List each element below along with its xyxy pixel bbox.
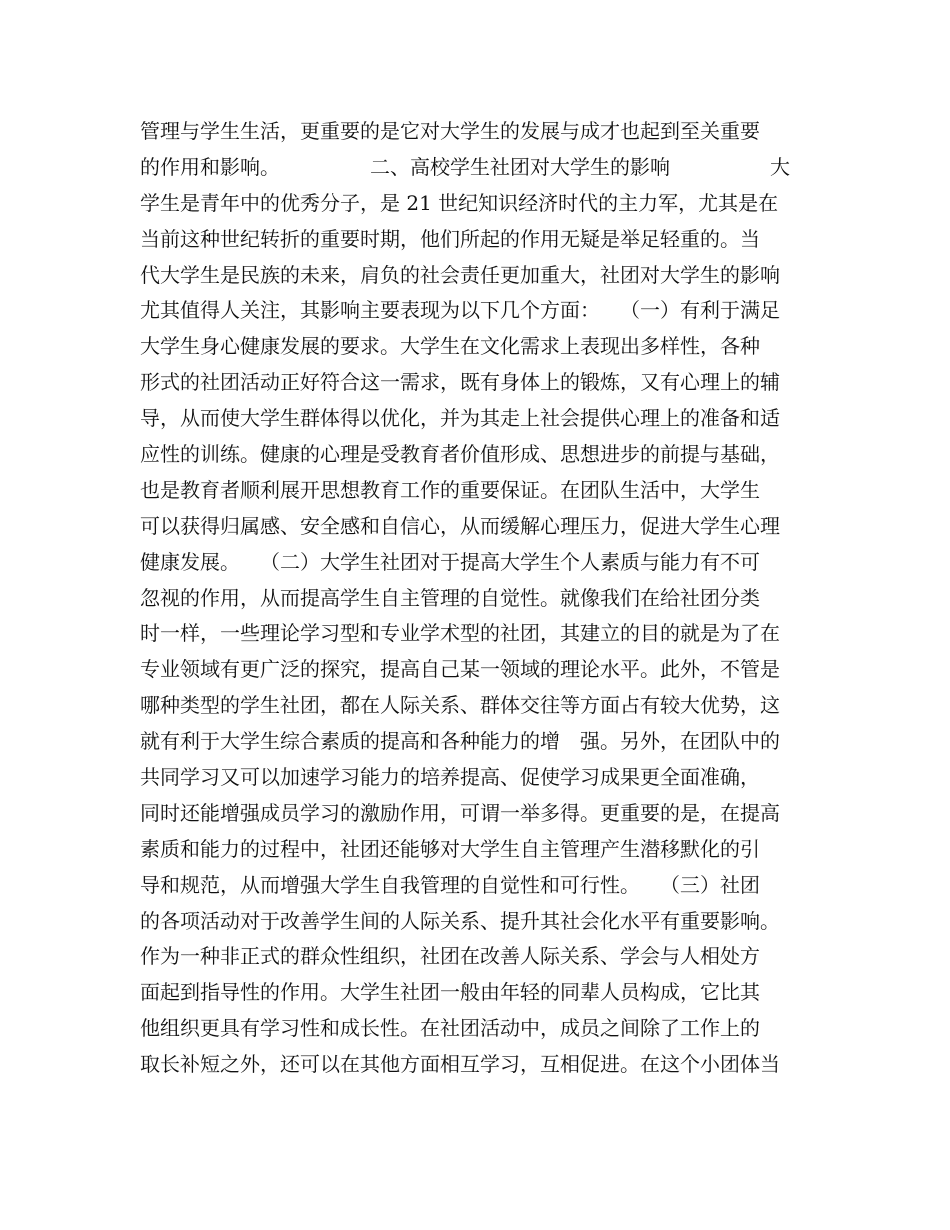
text-line: 共同学习又可以加速学习能力的培养提高、促使学习成果更全面准确， xyxy=(140,765,760,790)
text-line: 导，从而使大学生群体得以优化，并为其走上社会提供心理上的准备和适 xyxy=(140,406,780,431)
text-line: 面起到指导性的作用。大学生社团一般由年轻的同辈人员构成，它比其 xyxy=(140,980,760,1005)
body-text xyxy=(140,114,830,1083)
text-line: 同时还能增强成员学习的激励作用，可谓一举多得。更重要的是，在提高 xyxy=(140,800,780,825)
text-line: 哪种类型的学生社团，都在人际关系、群体交往等方面占有较大优势，这 xyxy=(140,693,780,718)
text-line: 也是教育者顺利展开思想教育工作的重要保证。在团队生活中，大学生 xyxy=(140,477,760,502)
text-line: 大学生身心健康发展的要求。大学生在文化需求上表现出多样性，各种 xyxy=(140,334,760,359)
text-line: 管理与学生生活，更重要的是它对大学生的发展与成才也起到至关重要 xyxy=(140,119,760,143)
text-line: 可以获得归属感、安全感和自信心，从而缓解心理压力，促进大学生心理 xyxy=(140,513,780,538)
text-line: 作为一种非正式的群众性组织，社团在改善人际关系、学会与人相处方 xyxy=(140,944,760,969)
text-line: 健康发展。 （二）大学生社团对于提高大学生个人素质与能力有不可 xyxy=(140,549,760,574)
text-line: 忽视的作用，从而提高学生自主管理的自觉性。就像我们在给社团分类 xyxy=(140,585,760,610)
text-line: 当前这种世纪转折的重要时期，他们所起的作用无疑是举足轻重的。当 xyxy=(140,226,760,251)
text-line: 的各项活动对于改善学生间的人际关系、提升其社会化水平有重要影响。 xyxy=(140,908,780,933)
text-line: 尤其值得人关注，其影响主要表现为以下几个方面： （一）有利于满足 xyxy=(140,298,780,323)
text-line: 应性的训练。健康的心理是受教育者价值形成、思想进步的前提与基础， xyxy=(140,442,780,467)
text-line: 代大学生是民族的未来，肩负的社会责任更加重大，社团对大学生的影响 xyxy=(140,262,780,287)
text-line: 他组织更具有学习性和成长性。在社团活动中，成员之间除了工作上的 xyxy=(140,1016,760,1041)
text-line: 学生是青年中的优秀分子，是 21 世纪知识经济时代的主力军，尤其是在 xyxy=(140,190,779,215)
text-line: 专业领域有更广泛的探究，提高自己某一领域的理论水平。此外，不管是 xyxy=(140,657,780,682)
text-line: 时一样，一些理论学习型和专业学术型的社团，其建立的目的就是为了在 xyxy=(140,621,780,646)
text-line: 取长补短之外，还可以在其他方面相互学习，互相促进。在这个小团体当 xyxy=(140,1052,780,1077)
text-line: 的作用和影响。 二、高校学生社团对大学生的影响 大 xyxy=(140,154,790,179)
text-line: 形式的社团活动正好符合这一需求，既有身体上的锻炼，又有心理上的辅 xyxy=(140,370,780,395)
text-line: 素质和能力的过程中，社团还能够对大学生自主管理产生潜移默化的引 xyxy=(140,836,760,861)
text-line: 导和规范，从而增强大学生自我管理的自觉性和可行性。 （三）社团 xyxy=(140,872,760,897)
text-line: 就有利于大学生综合素质的提高和各种能力的增 强。另外，在团队中的 xyxy=(140,729,780,754)
